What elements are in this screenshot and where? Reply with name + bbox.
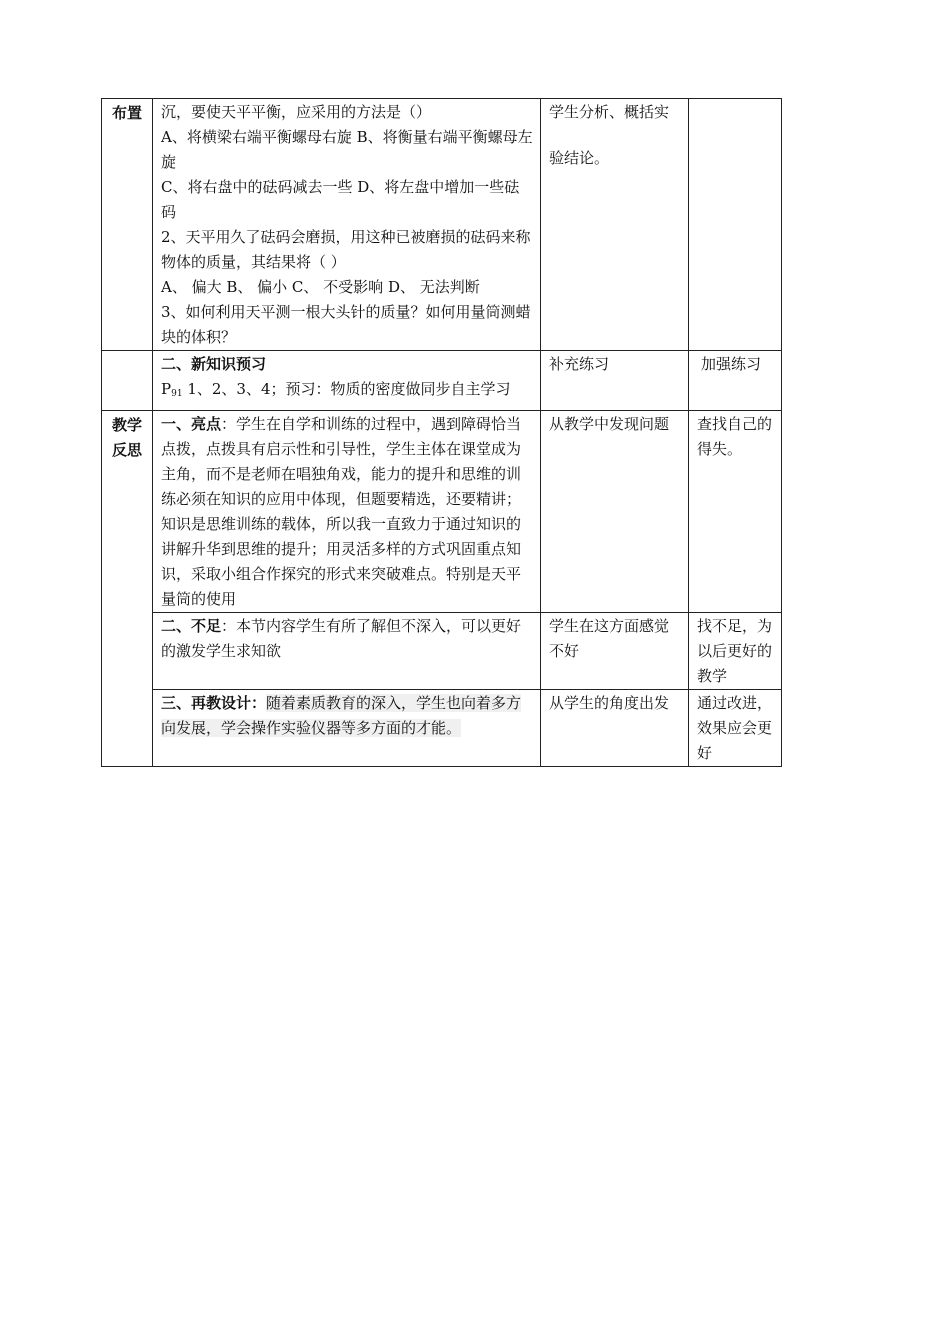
page-prefix: P	[161, 380, 172, 398]
table-row-preview	[102, 351, 782, 411]
redesign-purpose-cell: 通过改进，效果应会更好	[689, 690, 782, 767]
highlight-purpose-cell: 查找自己的得失。	[689, 411, 782, 613]
preview-heading: 二、新知识预习	[161, 355, 267, 373]
table-row-highlight	[102, 411, 782, 613]
preview-detail: 1、2、3、4；预习：物质的密度做同步自主学习	[182, 380, 511, 398]
section-label-assignment	[102, 99, 153, 351]
assignment-notes-cell	[689, 99, 782, 351]
redesign-cell	[153, 690, 541, 767]
preview-strengthen-practice-cell: 加强练习	[689, 351, 782, 411]
highlight-cell	[153, 411, 541, 613]
question-2-stem: 2、天平用久了砝码会磨损，用这种已被磨损的砝码来称物体的质量，其结果将（ ）	[161, 228, 531, 271]
shortfall-text: ：本节内容学生有所了解但不深入，可以更好的激发学生求知欲	[161, 617, 522, 660]
student-activity-line-2: 验结论。	[549, 149, 610, 167]
question-1-stem: 沉，要使天平平衡，应采用的方法是（）	[161, 103, 432, 121]
question-3: 3、如何利用天平测一根大头针的质量？如何用量筒测蜡块的体积？	[161, 303, 531, 346]
question-1-options-ab: A、将横梁右端平衡螺母右旋 B、将衡量右端平衡螺母左旋	[161, 128, 533, 171]
section-label-text: 教学反思	[111, 416, 142, 459]
shortfall-heading: 二、不足	[161, 617, 222, 635]
student-activity-line-1: 学生分析、概括实	[549, 103, 670, 121]
assignment-questions-cell	[153, 99, 541, 351]
empty-label-cell	[102, 351, 153, 411]
redesign-paragraph	[161, 691, 534, 741]
preview-extra-practice-cell: 补充练习	[541, 351, 689, 411]
redesign-heading: 三、再教设计：	[161, 694, 267, 712]
assignment-student-activity-cell	[541, 99, 689, 351]
highlight-activity-cell: 从教学中发现问题	[541, 411, 689, 613]
highlight-text: ：学生在自学和训练的过程中，遇到障碍恰当点拨，点拨具有启示性和引导性，学生主体在课堂成为主角，而不是老师在唱独角戏，能力的提升和思维的训练必须在知识的应用中体现，但题要精选，还要精讲；知识是思维训练的载体，所以我一直致力于通过知识的讲解升华到思维的提升；用灵活多样的方式巩固重点知识，采取小组合作探究的形式来突破难点。特别是天平量筒的使用	[161, 415, 522, 608]
preview-text	[161, 377, 534, 407]
highlight-heading: 一、亮点	[161, 415, 222, 433]
redesign-activity-cell: 从学生的角度出发	[541, 690, 689, 767]
preview-cell	[153, 351, 541, 411]
shortfall-paragraph	[161, 614, 534, 664]
table-row-shortfall	[102, 613, 782, 690]
highlight-paragraph	[161, 412, 534, 612]
table-row-assignment	[102, 99, 782, 351]
section-label-reflection	[102, 411, 153, 767]
shortfall-activity-cell: 学生在这方面感觉不好	[541, 613, 689, 690]
question-1-options-cd: C、将右盘中的砝码减去一些 D、将左盘中增加一些砝码	[161, 178, 520, 221]
shortfall-purpose-cell: 找不足，为以后更好的教学	[689, 613, 782, 690]
table-row-redesign	[102, 690, 782, 767]
shortfall-cell	[153, 613, 541, 690]
redesign-text: 随着素质教育的深入，学生也向着多方向发展，学会操作实验仪器等多方面的才能。	[161, 694, 522, 737]
section-label-text: 布置	[111, 104, 142, 122]
lesson-plan-table	[101, 98, 782, 767]
page-number-subscript: 91	[171, 389, 183, 399]
question-2-options: A、 偏大 B、 偏小 C、 不受影响 D、 无法判断	[161, 278, 480, 296]
